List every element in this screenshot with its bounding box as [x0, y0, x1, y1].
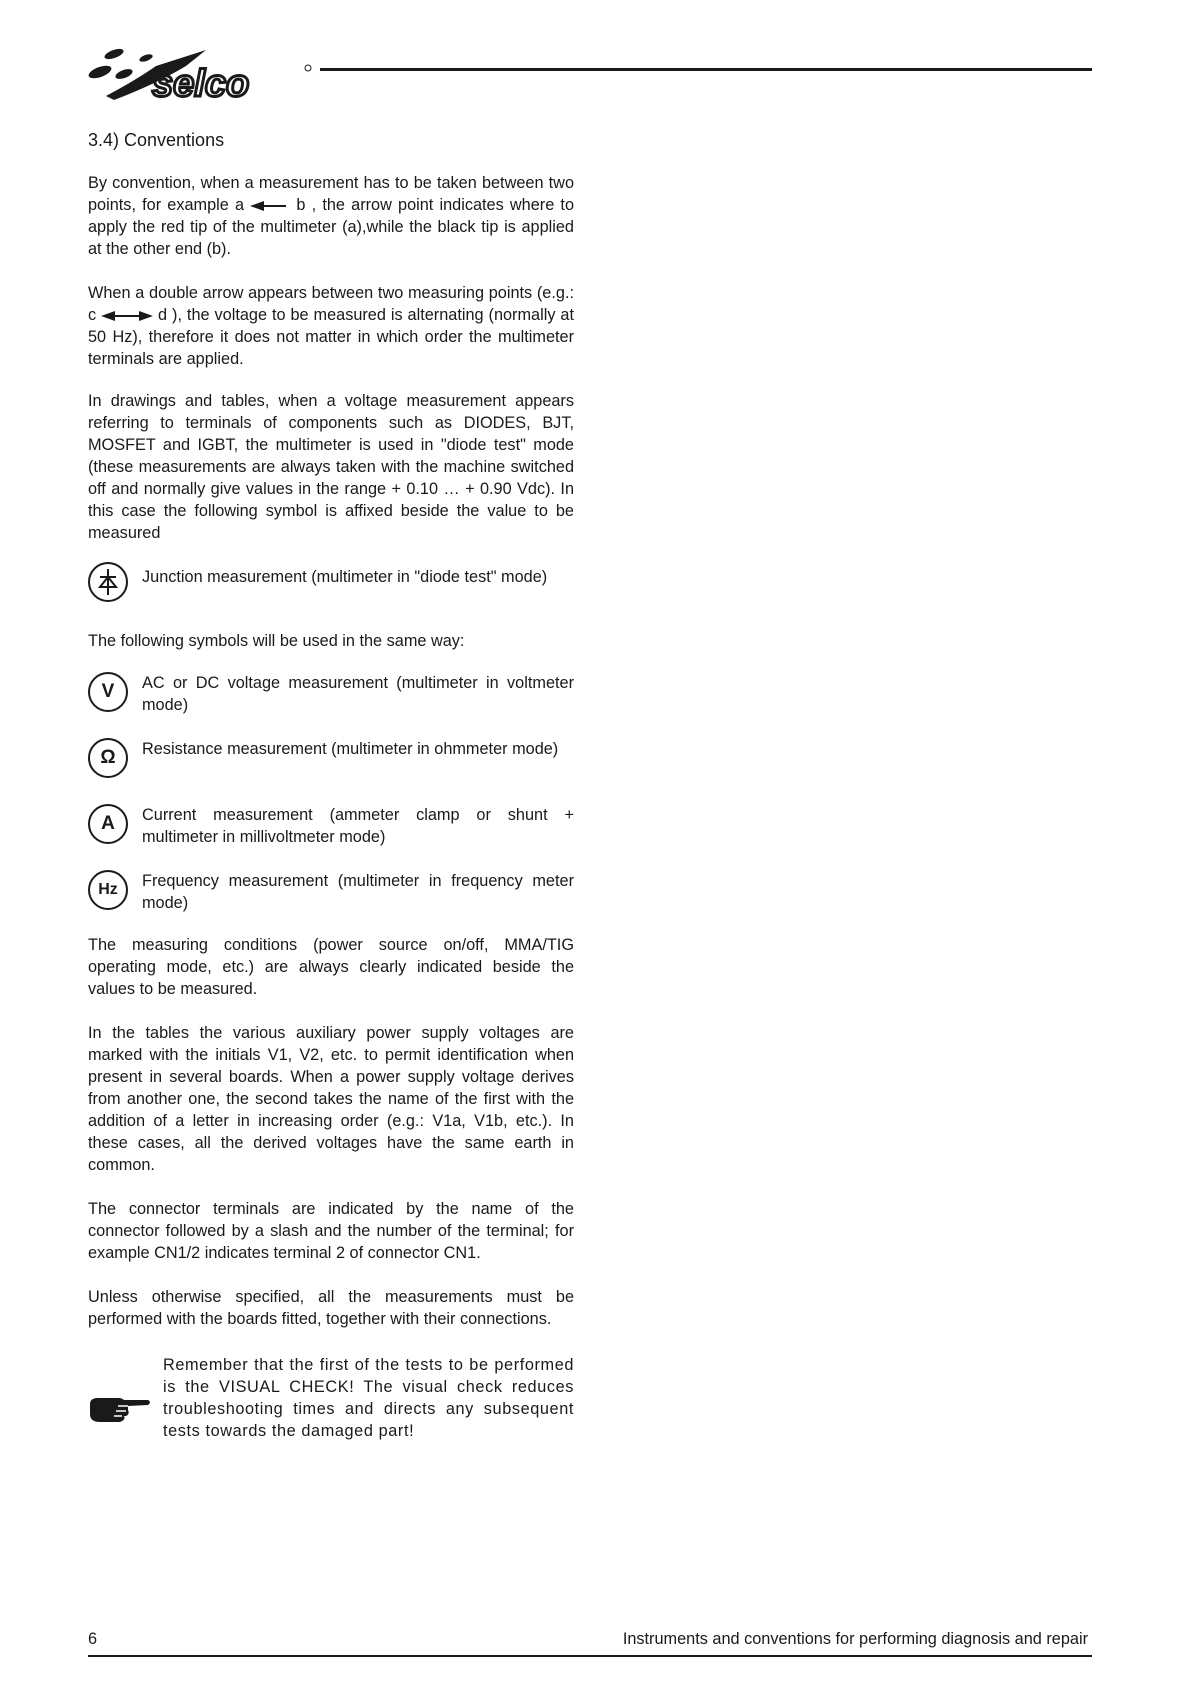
paragraph-measuring-conditions: The measuring conditions (power source on/off, MMA/TIG operating mode, etc.) are always clearly indicated beside the values to be measured.	[88, 936, 574, 998]
selco-logo	[86, 44, 316, 106]
header-rule	[320, 68, 1092, 71]
single-arrow-icon	[250, 201, 290, 211]
paragraph-arrow-convention: By convention, when a measurement has to be taken between two points, for example a b , the arrow point indicates where to apply the red tip of the multimeter (a),while the black tip is applied at the other end (b).	[88, 174, 574, 258]
symbol-label: Resistance measurement (multimeter in ohmmeter mode)	[142, 740, 559, 758]
pointing-hand-icon	[88, 1392, 152, 1426]
symbol-label: AC or DC voltage measurement (multimeter in voltmeter mode)	[142, 674, 574, 714]
ammeter-icon: A	[88, 804, 128, 844]
ohmmeter-icon: Ω	[88, 738, 128, 778]
footer-rule	[88, 1655, 1092, 1657]
paragraph-double-arrow: When a double arrow appears between two measuring points (e.g.: c d ), the voltage to be measured is alternating (normally at 50 Hz), therefore it does not matter in which order the multimeter terminals are applied.	[88, 284, 574, 368]
paragraph-power-supply: In the tables the various auxiliary power supply voltages are marked with the initials V1, V2, etc. to permit identification when present in several boards. When a power supply voltage derives from another one, the second takes the name of the first with the addition of a letter in increasing order (e.g.: V1a, V1b, etc.). In these cases, all the derived voltages have the same earth in common.	[88, 1024, 574, 1174]
page-number: 6	[88, 1630, 98, 1648]
voltmeter-icon: V	[88, 672, 128, 712]
section-title: 3.4) Conventions	[88, 130, 225, 150]
diode-icon	[88, 562, 128, 602]
paragraph-measurement-conditions: Unless otherwise specified, all the measurements must be performed with the boards fitted, together with their connections.	[88, 1288, 574, 1328]
paragraph-connector-terminals: The connector terminals are indicated by the name of the connector followed by a slash and the number of the terminal; for example CN1/2 indicates terminal 2 of connector CN1.	[88, 1200, 574, 1262]
paragraph-diode-test: In drawings and tables, when a voltage measurement appears referring to terminals of components such as DIODES, BJT, MOSFET and IGBT, the multimeter is used in "diode test" mode (these measurements are always taken with the machine switched off and normally give values in the range + 0.10 … + 0.90 Vdc). In this case the following symbol is affixed beside the value to be measured	[88, 392, 574, 542]
visual-check-note: Remember that the first of the tests to be performed is the VISUAL CHECK! The visual check reduces troubleshooting times and directs any subsequent tests towards the damaged part!	[163, 1356, 574, 1440]
paragraph-symbols-intro: The following symbols will be used in the same way:	[88, 632, 465, 650]
double-arrow-icon	[101, 311, 153, 321]
symbol-label: Current measurement (ammeter clamp or shunt + multimeter in millivoltmeter mode)	[142, 806, 574, 846]
symbol-label: Junction measurement (multimeter in "diode test" mode)	[142, 568, 548, 586]
footer-title: Instruments and conventions for performing diagnosis and repair	[622, 1630, 1088, 1648]
symbol-label: Frequency measurement (multimeter in frequency meter mode)	[142, 872, 574, 912]
svg-text:selco: selco	[152, 63, 250, 105]
frequency-icon: Hz	[88, 870, 128, 910]
